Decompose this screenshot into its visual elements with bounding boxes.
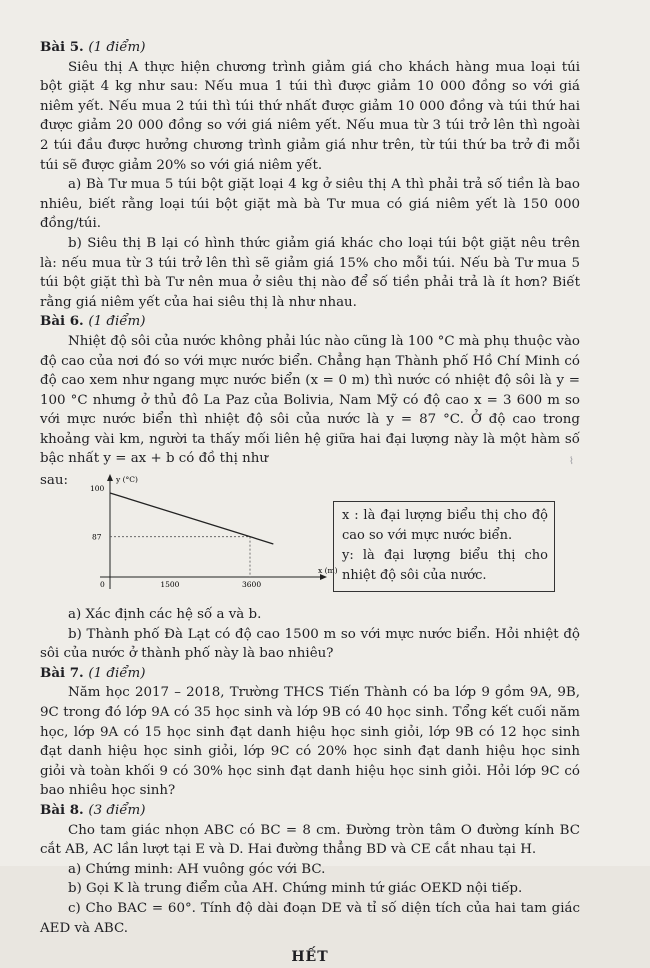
graph-y-tick-87: 87 <box>92 532 102 542</box>
problem-6-part-b: b) Thành phố Đà Lạt có độ cao 1500 m so với mực nước biển. Hỏi nhiệt độ sôi của nước ở thành phố này là bao nhiêu? <box>40 626 580 662</box>
problem-7-text: Năm học 2017 – 2018, Trường THCS Tiến Thành có ba lớp 9 gồm 9A, 9B, 9C trong đó lớp 9A có 35 học sinh và lớp 9B có 40 học sinh. Tổng kết cuối năm học, lớp 9A có 15 học sinh đạt danh hiệu học sinh giỏi, lớp 9B có 12 học sinh đạt danh hiệu học sinh giỏi, lớp 9C có 20% học sinh đạt danh hiệu học sinh giỏi và toàn khối 9 có 30% học sinh đạt danh hiệu học sinh giỏi. Hỏi lớp 9C có bao nhiêu học sinh? <box>40 685 580 799</box>
graph-x-tick-1500: 1500 <box>160 580 180 590</box>
y-definition: y: là đại lượng biểu thị cho nhiệt độ sôi của nước. <box>342 548 548 584</box>
problem-6-sau: sau: <box>40 473 68 489</box>
problem-6-part-a: a) Xác định các hệ số a và b. <box>68 607 262 623</box>
exam-content <box>40 38 580 968</box>
graph-x-tick-3600: 3600 <box>242 580 262 590</box>
x-definition: x : là đại lượng biểu thị cho độ cao so với mực nước biển. <box>342 508 548 544</box>
graph-x-label: x (m) <box>318 566 338 576</box>
graph-y-tick-100: 100 <box>90 484 105 494</box>
problem-6-intro: Nhiệt độ sôi của nước không phải lúc nào cũng là 100 °C mà phụ thuộc vào độ cao của nơi đó so với mực nước biển. Chẳng hạn Thành phố Hồ Chí Minh có độ cao xem như ngang mực nước biển (x = 0 m) thì nước có nhiệt độ sôi là y = 100 °C nhưng ở thủ đô La Paz của Bolivia, Nam Mỹ có độ cao x = 3 600 m so với mực nước biển thì nhiệt độ sôi của nước là y = 87 °C. Ở độ cao trong khoảng vài km, người ta thấy mối liên hệ giữa hai đại lượng này là một hàm số bậc nhất y = ax + b có đồ thị như <box>40 333 580 467</box>
problem-8-part-b: b) Gọi K là trung điểm của AH. Chứng minh tứ giác OEKD nội tiếp. <box>68 881 523 897</box>
problem-5-part-b: b) Siêu thị B lại có hình thức giảm giá khác cho loại túi bột giặt nêu trên là: nếu mua từ 3 túi trở lên thì sẽ giảm giá 15% cho mỗi túi. Nếu bà Tư mua 5 túi bột giặt thì bà Tư nên mua ở siêu thị nào để số tiền phải trả là ít hơn? Biết rằng giá niêm yết của hai siêu thị là như nhau. <box>40 235 580 310</box>
problem-5-part-a: a) Bà Tư mua 5 túi bột giặt loại 4 kg ở siêu thị A thì phải trả số tiền là bao nhiêu, biết rằng loại túi bột giặt mà bà Tư mua có giá niêm yết là 150 000 đồng/túi. <box>40 177 580 232</box>
problem-5-points: (1 điểm) <box>88 40 146 55</box>
boiling-point-graph <box>82 473 342 601</box>
end-marker: HẾT <box>291 949 329 966</box>
graph-y-label: y (°C) <box>116 475 138 485</box>
problem-8-points: (3 điểm) <box>88 803 146 818</box>
problem-7-heading <box>40 664 580 684</box>
problem-8-part-a: a) Chứng minh: AH vuông góc với BC. <box>68 861 326 877</box>
problem-8-title: Bài 8. <box>40 802 84 818</box>
problem-6-heading <box>40 312 580 332</box>
graph-y-arrow <box>107 474 113 481</box>
variable-definition-box <box>333 501 555 592</box>
graph-x-tick-0: 0 <box>100 580 105 590</box>
problem-5-heading <box>40 38 580 58</box>
problem-8-part-c: c) Cho BAC = 60°. Tính độ dài đoạn DE và tỉ số diện tích của hai tam giác AED và ABC. <box>40 900 580 936</box>
problem-8-heading <box>40 801 580 821</box>
margin-pencil-mark: ⌇ <box>569 456 574 467</box>
problem-5-intro: Siêu thị A thực hiện chương trình giảm giá cho khách hàng mua loại túi bột giặt 4 kg như sau: Nếu mua 1 túi thì được giảm 10 000 đồng so với giá niêm yết. Nếu mua 2 túi thì túi thứ nhất được giảm 10 000 đồng và túi thứ hai được giảm 20 000 đồng so với giá niêm yết. Nếu mua từ 3 túi trở lên thì ngoài 2 túi đầu được hưởng chương trình giảm giá như trên, từ túi thứ ba trở đi mỗi túi sẽ được giảm 20% so với giá niêm yết. <box>40 59 580 173</box>
problem-7-points: (1 điểm) <box>88 665 146 681</box>
problem-7-title: Bài 7. <box>40 664 84 681</box>
problem-5-title: Bài 5. <box>40 39 84 55</box>
problem-6-figure <box>40 471 580 605</box>
problem-6-title: Bài 6. <box>40 313 84 330</box>
problem-8-intro: Cho tam giác nhọn ABC có BC = 8 cm. Đường tròn tâm O đường kính BC cắt AB, AC lần lượt tại E và D. Hai đường thẳng BD và CE cắt nhau tại H. <box>40 822 580 858</box>
problem-6-points: (1 điểm) <box>88 314 146 330</box>
